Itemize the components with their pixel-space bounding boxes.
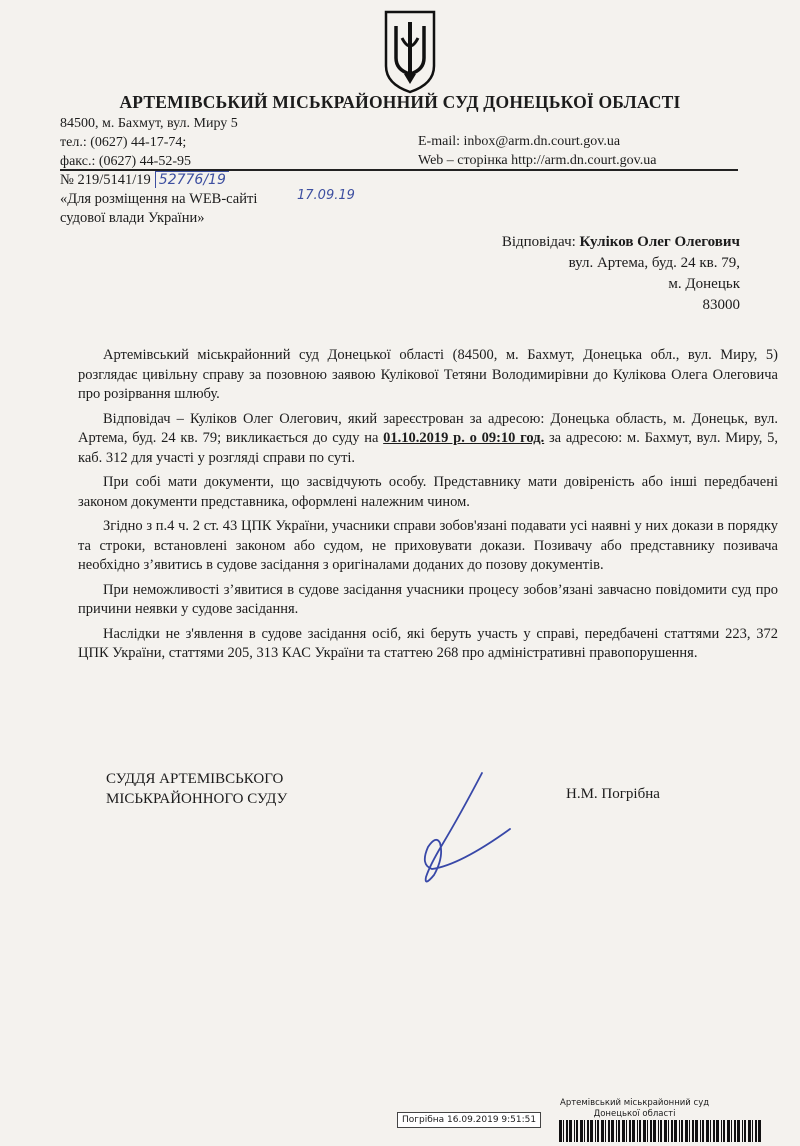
body-paragraph: Згідно з п.4 ч. 2 ст. 43 ЦПК України, учасники справи зобов'язані подавати усі наявні у них докази в порядку та строки, встановлені законом або судом, не приховувати докази. Позивачу або представнику позивача необхідно з’явитись в судове засідання з оригіналами доданих до позову документів. — [78, 518, 778, 573]
addressee-street: вул. Артема, буд. 24 кв. 79, — [568, 255, 740, 271]
addressee-name: Куліков Олег Олегович — [579, 234, 740, 250]
judge-name: Н.М. Погрібна — [566, 786, 660, 802]
addressee-block — [502, 232, 740, 316]
publication-note-line1: «Для розміщення на WEB-сайті — [60, 191, 258, 207]
court-website: Web – сторінка http://arm.dn.court.gov.ua — [418, 153, 657, 168]
judge-title: СУДДЯ АРТЕМІВСЬКОГО МІСЬКРАЙОННОГО СУДУ — [106, 771, 288, 807]
body-paragraph: Наслідки не з'явлення в судове засідання осіб, які беруть участь у справі, передбачені статтями 223, 372 ЦПК України, статтями 205, 313 КАС України та статтею 268 про адміністративні правопорушення. — [78, 625, 778, 661]
trident-emblem-icon — [380, 8, 440, 94]
court-fax: факс.: (0627) 44-52-95 — [60, 154, 191, 169]
hearing-datetime: 01.10.2019 р. о 09:10 год. — [383, 430, 545, 446]
electronic-signature-stamp: Погрібна 16.09.2019 9:51:51 — [397, 1112, 541, 1128]
court-name-heading: АРТЕМІВСЬКИЙ МІСЬКРАЙОННИЙ СУД ДОНЕЦЬКОЇ ОБЛАСТІ — [119, 92, 681, 112]
body-paragraph-summons: Відповідач – Куліков Олег Олегович, який зареєстрован за адресою: Донецька область, м. Донецьк, вул. Артема, буд. 24 кв. 79; викликається до суду на 01.10.2019 р. о 09:10 год. за адресою: м. Бахмут, вул. Миру, 5, каб. 312 для участі у розгляді справи по суті. — [78, 410, 778, 466]
body-paragraph: Артемівський міськрайонний суд Донецької області (84500, м. Бахмут, Донецька обл., вул. Миру, 5) розглядає цивільну справу за позовною заявою Кулікової Тетяни Володимирівни до Кулікова Олега Олеговича про розірвання шлюбу. — [78, 347, 778, 402]
body-paragraph: При собі мати документи, що засвідчують особу. Представнику мати довіреність або інші передбачені законом документи представника, оформлені належним чином. — [78, 474, 778, 510]
addressee-postcode: 83000 — [702, 297, 740, 313]
handwritten-date: 17.09.19 — [297, 188, 355, 203]
addressee-city: м. Донецьк — [668, 276, 740, 292]
court-email: E-mail: inbox@arm.dn.court.gov.ua — [418, 134, 621, 149]
body-paragraph: При неможливості з’явитися в судове засідання учасники процесу зобов’язані завчасно повідомити суд про причини неявки у судове засідання. — [78, 581, 778, 617]
handwritten-registration-number: 52776/19 — [155, 171, 229, 188]
notice-body — [78, 346, 778, 669]
court-registry-stamp: Артемівський міськрайонний суд Донецької області — [560, 1098, 710, 1119]
publication-note-line2: судової влади України» — [60, 210, 205, 226]
court-contacts-left — [60, 114, 238, 171]
addressee-label: Відповідач: — [501, 234, 580, 250]
court-phone: тел.: (0627) 44-17-74; — [60, 135, 187, 150]
court-address: 84500, м. Бахмут, вул. Миру 5 — [60, 116, 238, 131]
barcode-icon — [557, 1120, 767, 1142]
case-number: № 219/5141/19 — [60, 172, 151, 188]
case-reference — [60, 171, 257, 228]
handwritten-signature — [400, 765, 520, 895]
court-contacts-right — [418, 132, 656, 170]
